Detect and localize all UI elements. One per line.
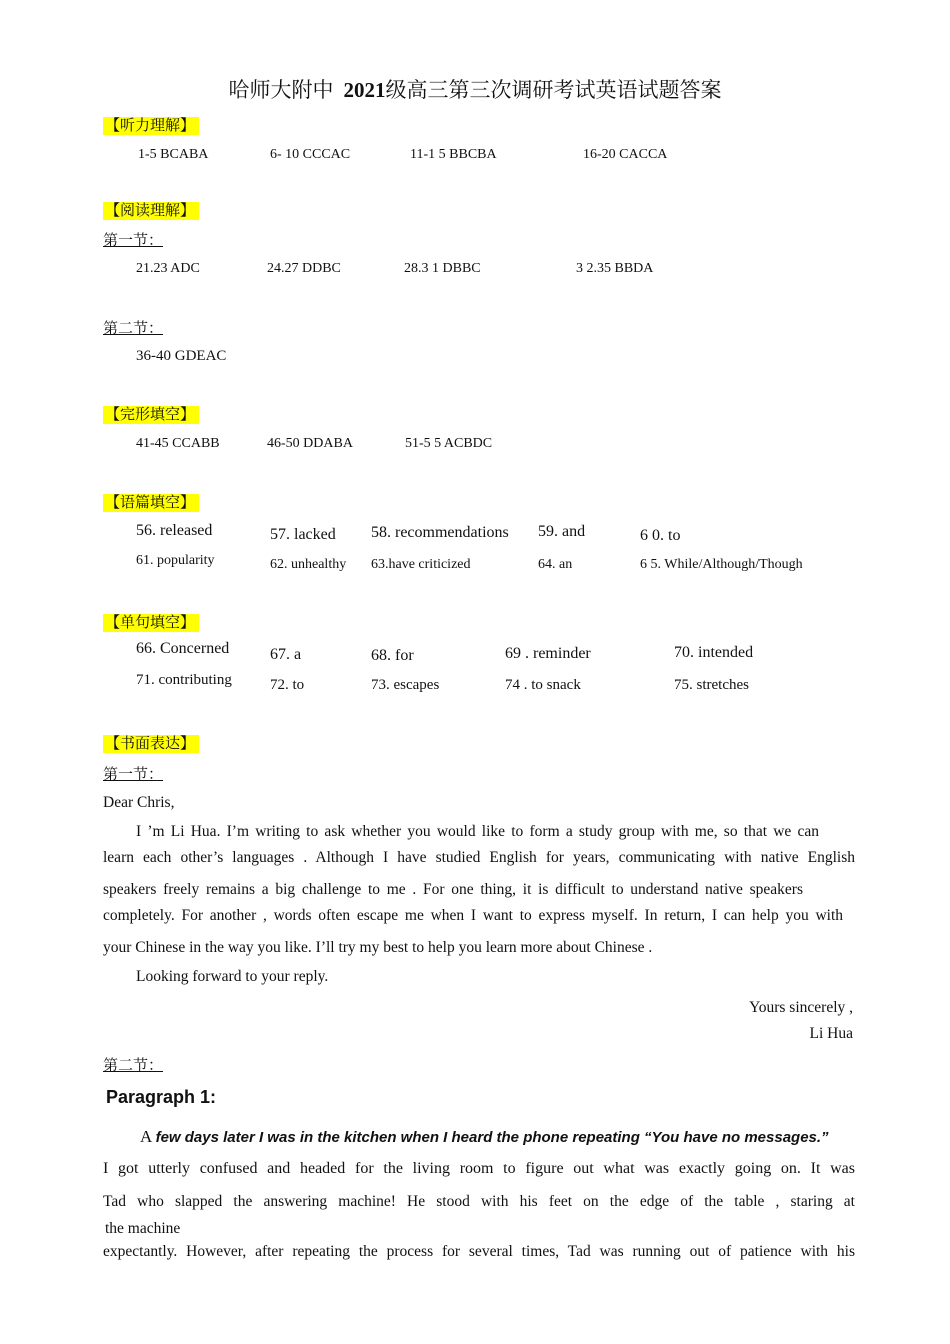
paragraph-line: Tad who slapped the answering machine! He stood with his feet on the edge of the table , staring at xyxy=(103,1193,855,1210)
paragraph-heading: Paragraph 1: xyxy=(106,1087,217,1107)
section-sentence: 【单句填空】 xyxy=(103,611,199,632)
letter-line: learn each other’s languages . Although I have studied English for years, communicating with native English xyxy=(103,849,855,866)
answer-item: 1-5 BCABA xyxy=(138,147,209,162)
letter-greeting: Dear Chris, xyxy=(103,794,175,811)
letter-signoff: Yours sincerely , xyxy=(749,999,853,1016)
answer-item: 6 5. While/Although/Though xyxy=(640,557,803,572)
letter-line: your Chinese in the way you like. I’ll try my best to help you learn more about Chinese . xyxy=(103,939,653,956)
answer-item: 36-40 GDEAC xyxy=(136,348,227,364)
answer-item: 63.have criticized xyxy=(371,557,471,572)
answer-item: 61. popularity xyxy=(136,553,215,568)
answer-item: 41-45 CCABB xyxy=(136,436,220,451)
part2-label: 第二节： xyxy=(103,321,164,337)
answer-item: 57. lacked xyxy=(270,526,336,543)
section-writing: 【书面表达】 xyxy=(103,732,199,753)
paragraph-first-line: A few days later I was in the kitchen when I heard the phone repeating “You have no messages.” xyxy=(140,1127,829,1146)
answer-item: 6- 10 CCCAC xyxy=(270,147,351,162)
answer-item: 73. escapes xyxy=(371,677,440,693)
answer-item: 6 0. to xyxy=(640,527,681,544)
answer-item: 46-50 DDABA xyxy=(267,436,353,451)
answer-item: 51-5 5 ACBDC xyxy=(405,436,493,451)
page-title: 哈师大附中 2021级高三第三次调研考试英语试题答案 xyxy=(228,78,722,102)
answer-item: 11-1 5 BBCBA xyxy=(410,147,497,162)
writing-part1-label: 第一节： xyxy=(103,767,164,783)
section-listening: 【听力理解】 xyxy=(103,114,199,135)
paragraph-line: expectantly. However, after repeating the process for several times, Tad was running out of patience with his xyxy=(103,1243,855,1260)
answer-item: 71. contributing xyxy=(136,672,232,688)
part1-label: 第一节： xyxy=(103,233,164,249)
answer-item: 24.27 DDBC xyxy=(267,261,341,276)
section-cloze: 【完形填空】 xyxy=(103,403,199,424)
answer-item: 3 2.35 BBDA xyxy=(576,261,654,276)
answer-item: 72. to xyxy=(270,677,305,693)
answer-item: 59. and xyxy=(538,523,586,540)
answer-item: 68. for xyxy=(371,647,414,664)
section-grammar: 【语篇填空】 xyxy=(103,491,199,512)
answer-item: 21.23 ADC xyxy=(136,261,200,276)
letter-line: completely. For another , words often escape me when I want to express myself. In return, I can help you with xyxy=(103,907,843,924)
answer-item: 58. recommendations xyxy=(371,524,509,541)
answer-item: 56. released xyxy=(136,522,213,539)
answer-item: 16-20 CACCA xyxy=(583,147,668,162)
answer-item: 75. stretches xyxy=(674,677,749,693)
paragraph-line: the machine xyxy=(105,1220,181,1237)
answer-item: 69 . reminder xyxy=(505,645,591,662)
answer-item: 28.3 1 DBBC xyxy=(404,261,481,276)
letter-line: I ’m Li Hua. I’m writing to ask whether you would like to form a study group with me, so that we can xyxy=(136,823,819,840)
answer-item: 74 . to snack xyxy=(505,677,581,693)
answer-item: 70. intended xyxy=(674,644,754,661)
answer-item: 62. unhealthy xyxy=(270,557,347,572)
section-reading: 【阅读理解】 xyxy=(103,199,199,220)
answer-item: 64. an xyxy=(538,557,573,572)
answer-item: 66. Concerned xyxy=(136,640,230,657)
answer-item: 67. a xyxy=(270,646,302,663)
letter-signature: Li Hua xyxy=(809,1025,853,1042)
letter-line: speakers freely remains a big challenge to me . For one thing, it is difficult to understand native speakers xyxy=(103,881,803,898)
writing-part2-label: 第二节： xyxy=(103,1058,164,1074)
paragraph-line: I got utterly confused and headed for the living room to figure out what was exactly going on. It was xyxy=(103,1160,855,1177)
letter-closing: Looking forward to your reply. xyxy=(136,968,329,985)
